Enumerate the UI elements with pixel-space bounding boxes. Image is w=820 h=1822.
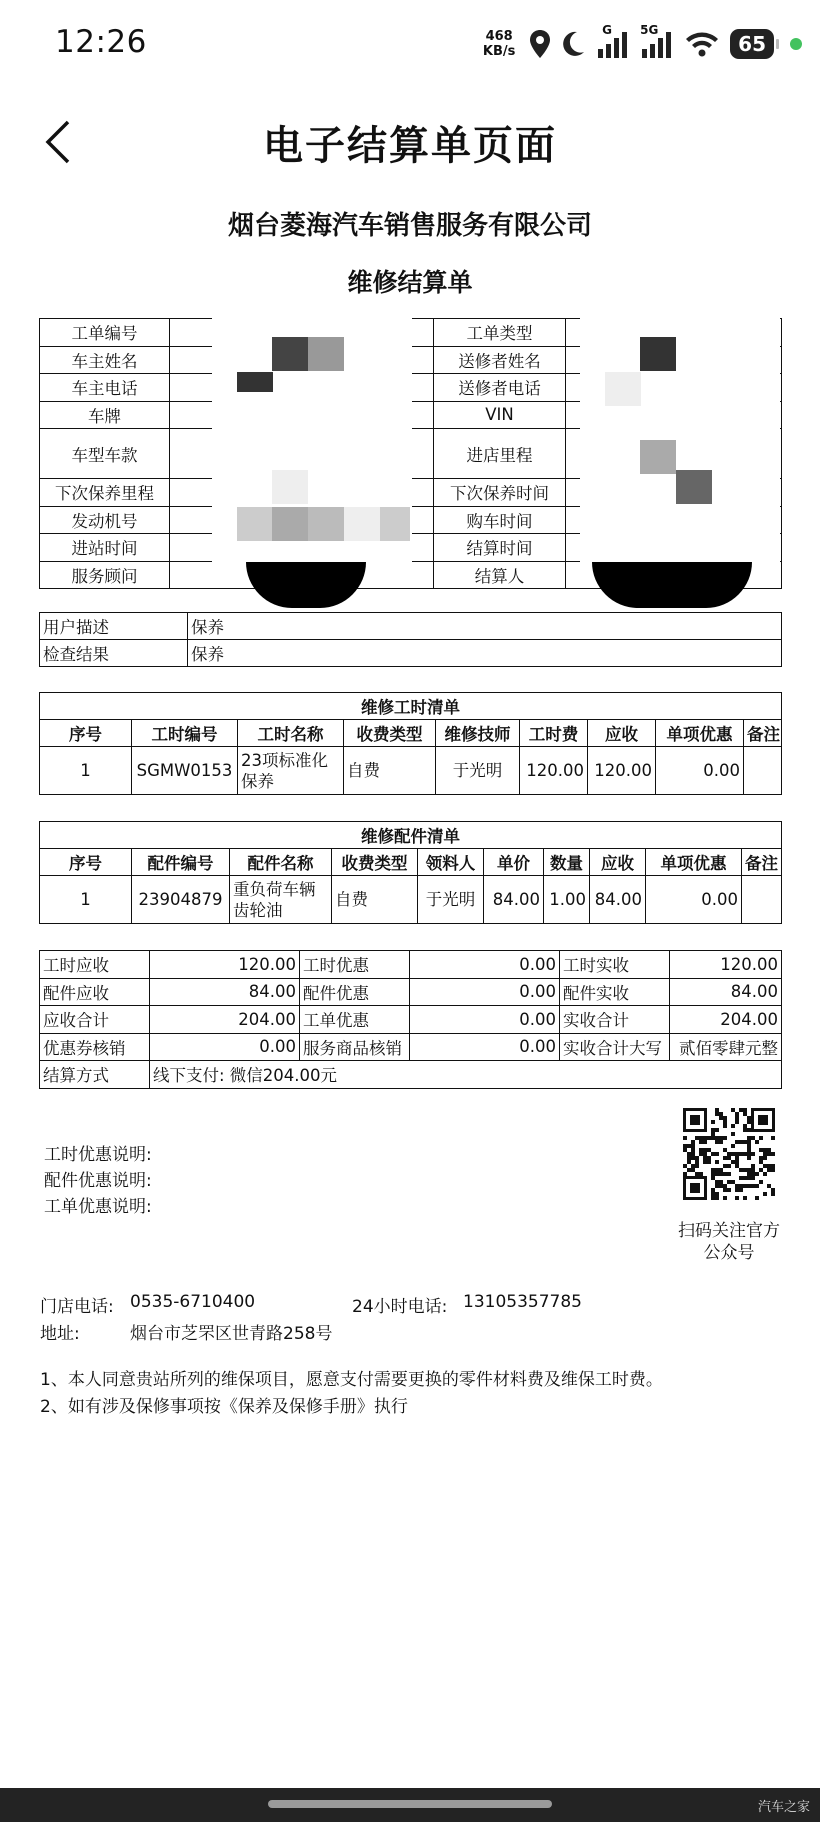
hotline-label: 24小时电话: (352, 1297, 448, 1317)
qr-caption: 扫码关注官方 公众号 (678, 1221, 780, 1263)
summary-value: 0.00 (410, 1033, 560, 1061)
parts-title: 维修配件清单 (40, 822, 782, 849)
document-title: 维修结算单 (347, 268, 473, 297)
privacy-dot-icon (790, 38, 802, 50)
summary-label: 工时应收 (40, 951, 150, 979)
column-header: 应收 (588, 720, 656, 747)
discount-notes (44, 1142, 152, 1220)
labor-cell-due: 120.00 (588, 747, 656, 795)
company-name: 烟台菱海汽车销售服务有限公司 (227, 211, 592, 241)
summary-label: 实收合计 (560, 1006, 670, 1034)
parts-table (39, 821, 782, 924)
payment-label: 结算方式 (40, 1061, 150, 1089)
column-header: 单项优惠 (656, 720, 744, 747)
info-label: 服务顾问 (40, 561, 170, 589)
location-icon (528, 29, 552, 59)
signal-5g (640, 23, 674, 59)
watermark: 汽车之家 (757, 1800, 810, 1815)
column-header: 单价 (484, 849, 544, 876)
signal-label-5g: 5G (640, 23, 659, 37)
column-header: 配件名称 (230, 849, 332, 876)
summary-row (40, 951, 782, 979)
summary-table (39, 950, 782, 1089)
qr-code-icon[interactable] (683, 1108, 775, 1200)
column-header: 数量 (544, 849, 590, 876)
column-header: 备注 (742, 849, 782, 876)
term-2: 2、如有涉及保修事项按《保养及保修手册》执行 (40, 1397, 408, 1417)
payment-value: 线下支付: 微信204.00元 (150, 1061, 782, 1089)
signal-icon (640, 29, 674, 59)
info-label: 结算时间 (434, 534, 566, 562)
info-label: 送修者姓名 (434, 346, 566, 374)
wifi-icon (684, 30, 720, 58)
column-header: 应收 (590, 849, 646, 876)
info-label: 结算人 (434, 561, 566, 589)
summary-value: 0.00 (410, 951, 560, 979)
address-value: 烟台市芝罘区世青路258号 (130, 1324, 333, 1344)
summary-value: 120.00 (150, 951, 300, 979)
description-table (39, 612, 782, 667)
summary-value: 0.00 (410, 1006, 560, 1034)
info-label: 下次保养里程 (40, 479, 170, 507)
summary-label: 配件应收 (40, 978, 150, 1006)
summary-label: 配件实收 (560, 978, 670, 1006)
column-header: 工时编号 (132, 720, 238, 747)
column-header: 工时费 (520, 720, 588, 747)
description-value: 保养 (188, 613, 782, 640)
column-header: 序号 (40, 720, 132, 747)
info-label: 发动机号 (40, 506, 170, 534)
store-phone-label: 门店电话: (40, 1297, 114, 1317)
column-header: 工时名称 (238, 720, 344, 747)
summary-row (40, 978, 782, 1006)
parts-cell-due: 84.00 (590, 876, 646, 924)
parts-cell-picker: 于光明 (418, 876, 484, 924)
summary-value: 204.00 (670, 1006, 782, 1034)
parts-cell-remark (742, 876, 782, 924)
parts-cell-qty: 1.00 (544, 876, 590, 924)
info-label: VIN (434, 401, 566, 429)
summary-label: 工时优惠 (300, 951, 410, 979)
column-header: 单项优惠 (646, 849, 742, 876)
summary-value: 204.00 (150, 1006, 300, 1034)
labor-title-row (40, 693, 782, 720)
info-label: 送修者电话 (434, 374, 566, 402)
parts-title-row (40, 822, 782, 849)
page-title: 电子结算单页面 (263, 123, 557, 169)
page-header (0, 100, 820, 180)
parts-cell-code: 23904879 (132, 876, 230, 924)
discount-note: 配件优惠说明: (44, 1171, 152, 1191)
column-header: 收费类型 (344, 720, 436, 747)
summary-value: 贰佰零肆元整 (670, 1033, 782, 1061)
info-label: 车型车款 (40, 429, 170, 479)
table-row (40, 747, 782, 795)
labor-cell-type: 自费 (344, 747, 436, 795)
navigation-bar (0, 1788, 820, 1822)
parts-header-row (40, 849, 782, 876)
parts-cell-discount: 0.00 (646, 876, 742, 924)
signal-label-g: G (602, 23, 613, 37)
summary-value: 0.00 (410, 978, 560, 1006)
labor-cell-no: 1 (40, 747, 132, 795)
info-label: 车牌 (40, 401, 170, 429)
info-label: 车主电话 (40, 374, 170, 402)
summary-label: 实收合计大写 (560, 1033, 670, 1061)
discount-note: 工时优惠说明: (44, 1145, 152, 1165)
info-label: 下次保养时间 (434, 479, 566, 507)
term-1: 1、本人同意贵站所列的维保项目，愿意支付需要更换的零件材料费及维保工时费。 (40, 1370, 663, 1390)
column-header: 收费类型 (332, 849, 418, 876)
address-label: 地址: (40, 1324, 80, 1344)
moon-icon (562, 30, 586, 58)
status-bar (0, 0, 820, 90)
redaction-mask-right (580, 312, 780, 612)
labor-header-row (40, 720, 782, 747)
column-header: 维修技师 (436, 720, 520, 747)
payment-row (40, 1061, 782, 1089)
description-row (40, 640, 782, 667)
info-label: 进店里程 (434, 429, 566, 479)
status-time: 12:26 (55, 24, 147, 60)
info-label: 购车时间 (434, 506, 566, 534)
hotline-phone[interactable]: 13105357785 (463, 1292, 582, 1312)
battery-indicator: 65 (730, 29, 774, 59)
labor-cell-code: SGMW0153 (132, 747, 238, 795)
status-icons (480, 24, 802, 64)
summary-label: 工时实收 (560, 951, 670, 979)
summary-label: 优惠券核销 (40, 1033, 150, 1061)
summary-label: 工单优惠 (300, 1006, 410, 1034)
parts-cell-no: 1 (40, 876, 132, 924)
column-header: 配件编号 (132, 849, 230, 876)
net-speed-value: 468 (485, 29, 513, 44)
labor-title: 维修工时清单 (40, 693, 782, 720)
summary-label: 应收合计 (40, 1006, 150, 1034)
description-row (40, 613, 782, 640)
info-label: 进站时间 (40, 534, 170, 562)
net-speed-unit: KB/s (482, 44, 516, 59)
column-header: 序号 (40, 849, 132, 876)
summary-label: 配件优惠 (300, 978, 410, 1006)
summary-value: 84.00 (670, 978, 782, 1006)
labor-cell-tech: 于光明 (436, 747, 520, 795)
labor-cell-name: 23项标准化 保养 (238, 747, 344, 795)
summary-value: 84.00 (150, 978, 300, 1006)
store-phone[interactable]: 0535-6710400 (130, 1292, 256, 1312)
signal-g (596, 23, 630, 59)
parts-cell-name: 重负荷车辆 齿轮油 (230, 876, 332, 924)
labor-cell-discount: 0.00 (656, 747, 744, 795)
column-header: 领料人 (418, 849, 484, 876)
description-label: 检查结果 (40, 640, 188, 667)
info-label: 车主姓名 (40, 346, 170, 374)
labor-cell-remark (744, 747, 782, 795)
summary-value: 0.00 (150, 1033, 300, 1061)
home-indicator[interactable] (268, 1800, 552, 1808)
net-speed (480, 29, 518, 59)
info-label: 工单类型 (434, 319, 566, 347)
labor-cell-fee: 120.00 (520, 747, 588, 795)
column-header: 备注 (744, 720, 782, 747)
info-label: 工单编号 (40, 319, 170, 347)
discount-note: 工单优惠说明: (44, 1197, 152, 1217)
summary-label: 服务商品核销 (300, 1033, 410, 1061)
parts-cell-price: 84.00 (484, 876, 544, 924)
redaction-mask-left (212, 312, 412, 612)
description-label: 用户描述 (40, 613, 188, 640)
table-row (40, 876, 782, 924)
summary-row (40, 1006, 782, 1034)
summary-row (40, 1033, 782, 1061)
parts-cell-type: 自费 (332, 876, 418, 924)
summary-value: 120.00 (670, 951, 782, 979)
labor-table (39, 692, 782, 795)
signal-icon (596, 29, 630, 59)
description-value: 保养 (188, 640, 782, 667)
